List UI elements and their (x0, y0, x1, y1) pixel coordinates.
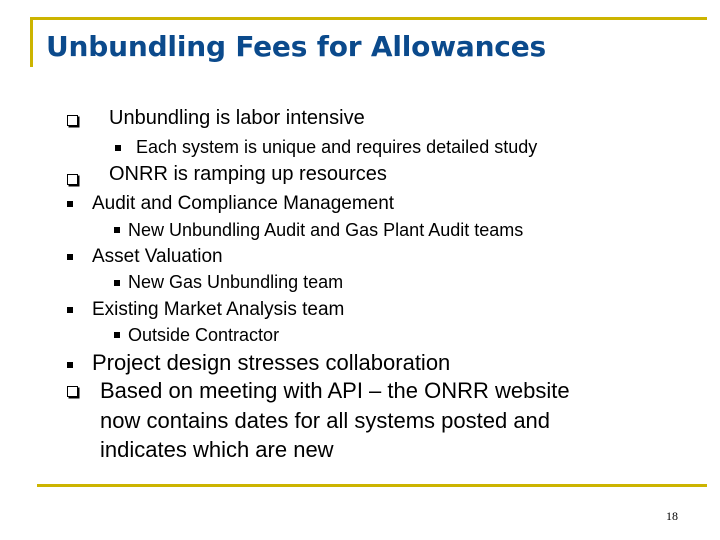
bullet-text: Audit and Compliance Management (92, 193, 395, 214)
bullet-text: Asset Valuation (92, 246, 223, 267)
bullet-text: New Unbundling Audit and Gas Plant Audit teams (128, 220, 524, 240)
bullet-text: Outside Contractor (128, 325, 280, 345)
hollow-square-bullet-icon (67, 386, 78, 397)
filled-square-bullet-icon (67, 362, 73, 368)
filled-square-bullet-icon (67, 201, 73, 207)
filled-square-bullet-icon (67, 307, 73, 313)
bullet-text: Existing Market Analysis team (92, 299, 345, 320)
filled-square-bullet-icon (115, 145, 121, 151)
bullet-text: indicates which are new (100, 437, 334, 462)
slide-title: Unbundling Fees for Allowances (46, 30, 546, 63)
filled-square-bullet-icon (114, 332, 120, 338)
filled-square-bullet-icon (114, 280, 120, 286)
bullet-text: ONRR is ramping up resources (109, 163, 387, 185)
bullet-text: now contains dates for all systems posted and (100, 408, 551, 433)
bullet-text: Project design stresses collaboration (92, 350, 451, 375)
filled-square-bullet-icon (67, 254, 73, 260)
page-number: 18 (666, 509, 678, 523)
hollow-square-bullet-icon (67, 115, 78, 126)
left-rule (30, 17, 33, 67)
bullet-text: Based on meeting with API – the ONRR website (100, 378, 570, 403)
top-rule (30, 17, 707, 20)
hollow-square-bullet-icon (67, 174, 78, 185)
bullet-text: Unbundling is labor intensive (109, 107, 365, 129)
filled-square-bullet-icon (114, 227, 120, 233)
bottom-rule (37, 484, 707, 487)
bullet-text: Each system is unique and requires detailed study (136, 137, 538, 157)
bullet-text: New Gas Unbundling team (128, 272, 344, 292)
